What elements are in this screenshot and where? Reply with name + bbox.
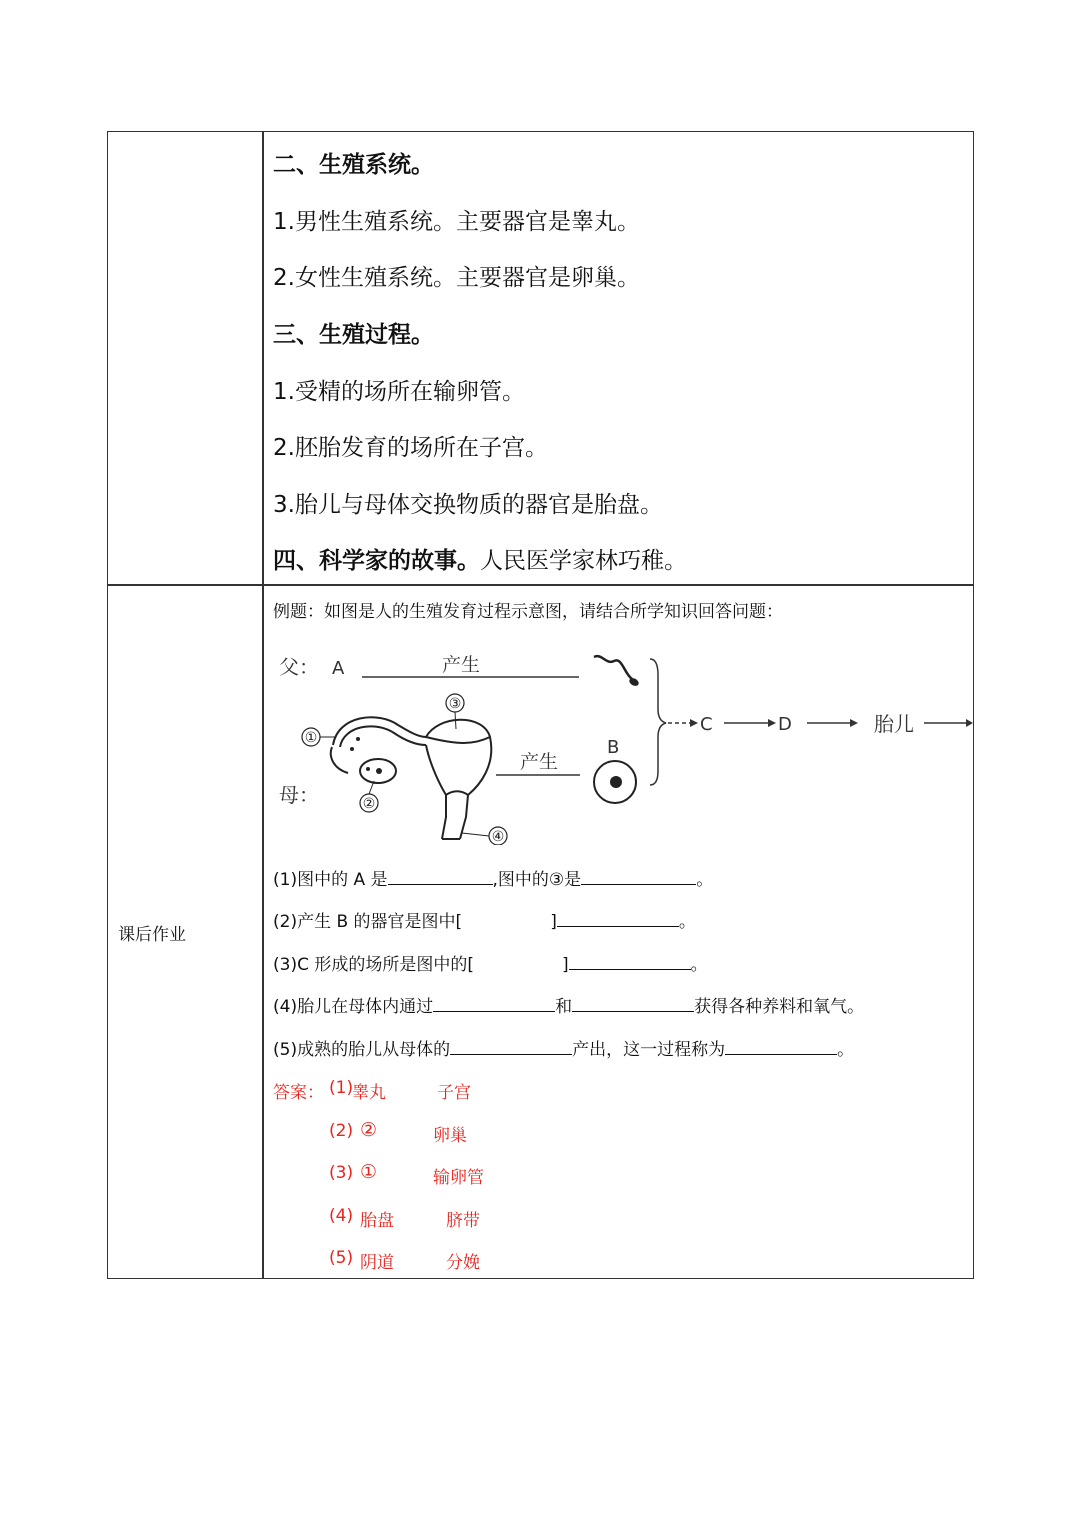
question-2: (2)产生 B 的器官是图中[ ] 。 (273, 907, 696, 932)
marker-4: ④ (491, 829, 505, 845)
question-intro: 例题：如图是人的生殖发育过程示意图，请结合所学知识回答问题： (273, 602, 783, 622)
answer-1-b: 子宫 (437, 1083, 471, 1103)
egg-icon (594, 761, 636, 803)
fertilization-line: 1.受精的场所在输卵管。 (273, 379, 525, 405)
homework-label: 课后作业 (118, 925, 186, 945)
section4-text: 人民医学家林巧稚。 (480, 548, 687, 574)
marker-2: ② (362, 796, 376, 812)
blank-2b[interactable] (557, 908, 679, 927)
section2-heading: 二、生殖系统。 (273, 152, 434, 178)
blank-4a[interactable] (433, 993, 555, 1012)
answer-5-num: (5) (329, 1248, 354, 1268)
answer-4-num: (4) (329, 1206, 354, 1226)
question-3: (3)C 形成的场所是图中的[ ] 。 (273, 950, 708, 975)
answer-2-b: 卵巢 (433, 1126, 467, 1146)
blank-1a[interactable] (388, 866, 493, 885)
blank-3b[interactable] (569, 951, 691, 970)
answer-3-num: (3) (329, 1163, 354, 1183)
answer-2-a: ② (360, 1119, 378, 1141)
father-label: 父： (279, 655, 319, 679)
reproduction-diagram (268, 645, 973, 845)
answer-4-a: 胎盘 (360, 1211, 394, 1231)
table-row-1-left-cell (107, 131, 264, 586)
section3-heading: 三、生殖过程。 (273, 322, 434, 348)
label-a: A (332, 658, 345, 679)
answer-3-a: ① (360, 1161, 378, 1183)
male-system-line: 1.男性生殖系统。主要器官是睾丸。 (273, 209, 640, 235)
blank-4b[interactable] (572, 993, 694, 1012)
female-reproductive-organs-icon (331, 717, 492, 839)
answer-4-b: 脐带 (446, 1211, 480, 1231)
question-4: (4)胎儿在母体内通过 和 获得各种养料和氧气。 (273, 992, 864, 1017)
produce-label-bottom: 产生 (520, 751, 559, 773)
blank-1b[interactable] (581, 866, 696, 885)
label-b: B (607, 737, 620, 758)
label-c: C (700, 714, 713, 735)
embryo-line: 2.胚胎发育的场所在子宫。 (273, 435, 548, 461)
answer-1-a: 睾丸 (352, 1083, 386, 1103)
section4-heading: 四、科学家的故事。 (273, 548, 480, 574)
answer-5-b: 分娩 (446, 1253, 480, 1273)
question-5: (5)成熟的胎儿从母体的 产出，这一过程称为 。 (273, 1035, 854, 1060)
blank-5b[interactable] (725, 1036, 837, 1055)
mother-label: 母： (279, 783, 319, 807)
answer-3-b: 输卵管 (433, 1168, 484, 1188)
female-system-line: 2.女性生殖系统。主要器官是卵巢。 (273, 265, 640, 291)
answer-1-num: (1) (329, 1078, 354, 1098)
answer-5-a: 阴道 (360, 1253, 394, 1273)
placenta-line: 3.胎儿与母体交换物质的器官是胎盘。 (273, 492, 663, 518)
blank-5a[interactable] (450, 1036, 572, 1055)
answer-label: 答案： (273, 1083, 324, 1103)
question-1: (1)图中的 A 是 ,图中的③是 。 (273, 865, 713, 890)
marker-3: ③ (448, 696, 462, 712)
fetus-label: 胎儿 (874, 712, 914, 736)
section4-line (273, 542, 687, 575)
produce-label-top: 产生 (442, 654, 481, 676)
answer-2-num: (2) (329, 1121, 354, 1141)
label-d: D (778, 714, 792, 735)
sperm-icon (594, 656, 640, 687)
marker-1: ① (304, 730, 318, 746)
